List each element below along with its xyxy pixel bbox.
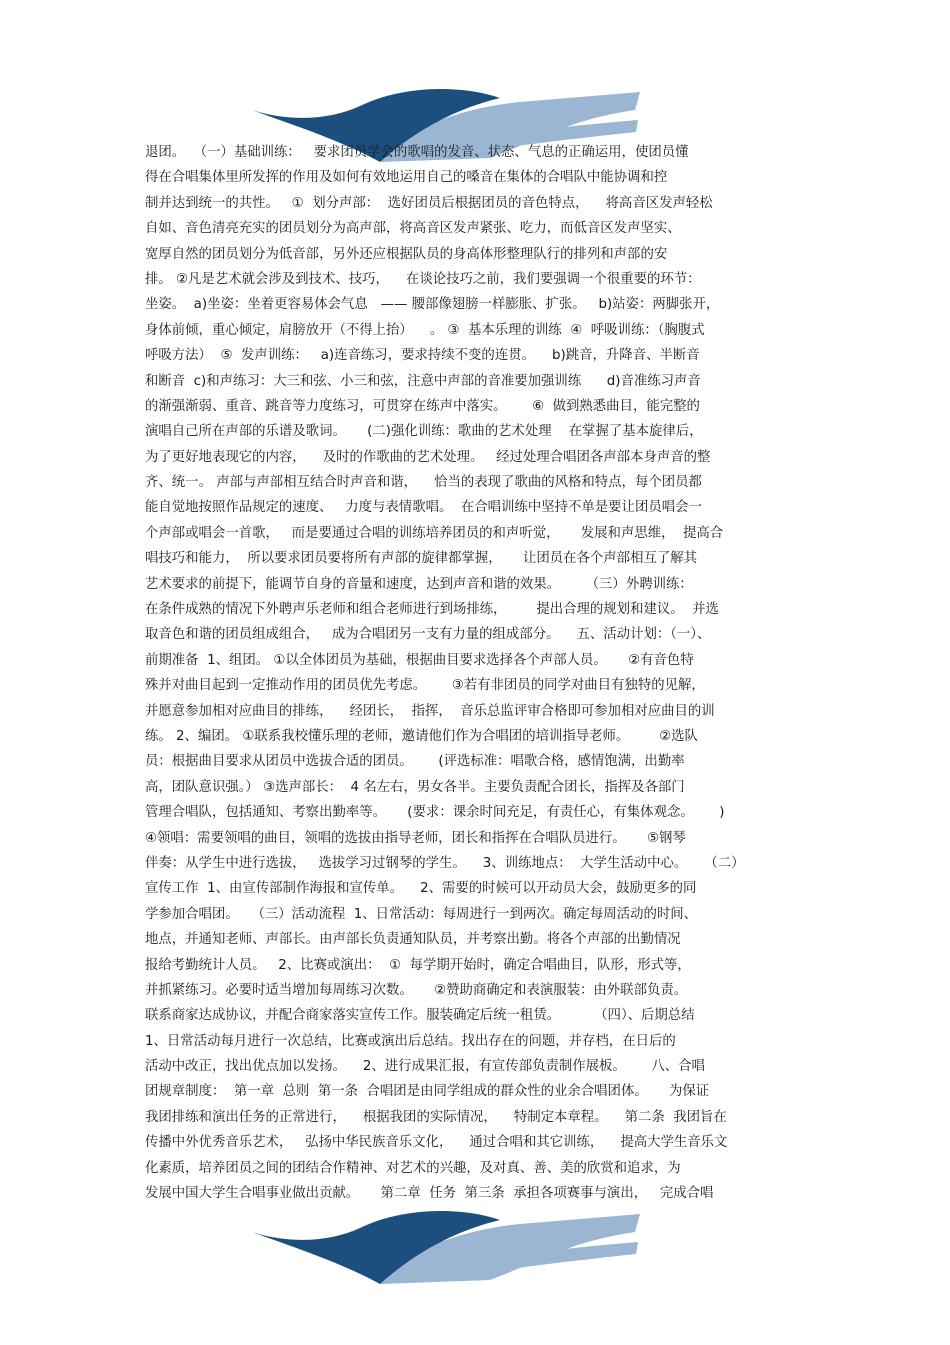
text-line: 我团排练和演出任务的正常进行， 根据我团的实际情况， 特制定本章程。 第二条 我团旨在 bbox=[145, 1109, 727, 1125]
text-line: 宽厚自然的团员划分为低音部，另外还应根据队员的身高体形整理队行的排列和声部的安 bbox=[145, 246, 668, 262]
text-line: 唱技巧和能力， 所以要求团员要将所有声部的旋律都掌握， 让团员在各个声部相互了解其 bbox=[145, 551, 698, 567]
text-line: 能自觉地按照作品规定的速度、 力度与表情歌唱。 在合唱训练中坚持不单是要让团员唱会一 bbox=[145, 500, 702, 516]
text-line: 化素质，培养团员之间的团结合作精神、对艺术的兴趣，及对真、善、美的欣赏和追求，为 bbox=[145, 1160, 681, 1176]
text-line: 发展中国大学生合唱事业做出贡献。 第二章 任务 第三条 承担各项赛事与演出， 完成合唱 bbox=[145, 1186, 714, 1202]
text-line: 团规章制度： 第一章 总则 第一条 合唱团是由同学组成的群众性的业余合唱团体。 为保证 bbox=[145, 1084, 710, 1100]
text-line: 为了更好地表现它的内容， 及时的作歌曲的艺术处理。 经过处理合唱团各声部本身声音的整 bbox=[145, 449, 711, 465]
footer-decoration bbox=[250, 1200, 640, 1290]
text-line: 坐姿。 a)坐姿：坐着更容易体会气息 —— 腰部像翅膀一样膨胀、扩张。 b)站姿：两脚张开， bbox=[145, 297, 720, 313]
text-line: 得在合唱集体里所发挥的作用及如何有效地运用自己的嗓音在集体的合唱队中能协调和控 bbox=[145, 170, 668, 186]
text-line: 前期准备 1、组团。 ①以全体团员为基础，根据曲目要求选择各个声部人员。 ②有音色特 bbox=[145, 652, 694, 668]
text-line: 管理合唱队，包括通知、考察出勤率等。 (要求：课余时间充足，有责任心，有集体观念。 ) bbox=[145, 805, 725, 821]
text-line: 练。 2、编团。 ①联系我校懂乐理的老师，邀请他们作为合唱团的培训指导老师。 ②选队 bbox=[145, 728, 698, 744]
text-line: 齐、统一。 声部与声部相互结合时声音和谐， 恰当的表现了歌曲的风格和特点，每个团员都 bbox=[145, 475, 702, 491]
text-line: 报给考勤统计人员。 2、比赛或演出： ① 每学期开始时，确定合唱曲目，队形，形式等， bbox=[145, 957, 691, 973]
text-line: 宣传工作 1、由宣传部制作海报和宣传单。 2、需要的时候可以开动员大会，鼓励更多的同 bbox=[145, 881, 697, 897]
text-line: 的渐强渐弱、重音、跳音等力度练习，可贯穿在练声中落实。 ⑥ 做到熟悉曲目，能完整的 bbox=[145, 398, 700, 414]
text-line: 殊并对曲目起到一定推动作用的团员优先考虑。 ③若有非团员的同学对曲目有独特的见解， bbox=[145, 678, 705, 694]
text-line: 取音色和谐的团员组成组合， 成为合唱团另一支有力量的组成部分。 五、活动计划：（一）、 bbox=[145, 627, 711, 643]
text-line: 1、日常活动每月进行一次总结，比赛或演出后总结。找出存在的问题，并存档，在日后的 bbox=[145, 1033, 676, 1049]
text-line: 自如、音色清亮充实的团员划分为高声部，将高音区发声紧张、吃力，而低音区发声坚实、 bbox=[145, 221, 681, 237]
text-line: 伴奏：从学生中进行选拔， 选拔学习过钢琴的学生。 3、训练地点： 大学生活动中心。 （二） bbox=[145, 855, 745, 871]
text-line: 个声部或唱会一首歌， 而是要通过合唱的训练培养团员的和声听觉， 发展和声思维， 提高合 bbox=[145, 525, 724, 541]
text-line: 制并达到统一的共性。 ① 划分声部： 选好团员后根据团员的音色特点， 将高音区发声轻松 bbox=[145, 195, 713, 211]
text-line: 演唱自己所在声部的乐谱及歌词。 (二)强化训练：歌曲的艺术处理 在掌握了基本旋律后， bbox=[145, 424, 703, 440]
text-line: 排。 ②凡是艺术就会涉及到技术、技巧， 在谈论技巧之前，我们要强调一个很重要的环节： bbox=[145, 271, 701, 287]
text-line: 地点，并通知老师、声部长。由声部长负责通知队员，并考察出勤。将各个声部的出勤情况 bbox=[145, 932, 681, 948]
text-line: 并愿意参加相对应曲目的排练， 经团长， 指挥， 音乐总监评审合格即可参加相对应曲目的训 bbox=[145, 703, 715, 719]
text-line: 呼吸方法） ⑤ 发声训练： a)连音练习，要求持续不变的连贯。 b)跳音，升降音、半断音 bbox=[145, 348, 700, 364]
text-line: 并抓紧练习。必要时适当增加每周练习次数。 ②赞助商确定和表演服装：由外联部负责。 bbox=[145, 982, 688, 998]
text-line: 在条件成熟的情况下外聘声乐老师和组合老师进行到场排练， 提出合理的规划和建议。 并选 bbox=[145, 602, 719, 618]
text-line: 艺术要求的前提下，能调节自身的音量和速度，达到声音和谐的效果。 （三）外聘训练： bbox=[145, 576, 693, 592]
document-body bbox=[145, 140, 810, 1206]
text-line: ④领唱：需要领唱的曲目，领唱的选拔由指导老师，团长和指挥在合唱队员进行。 ⑤钢琴 bbox=[145, 830, 686, 846]
text-line: 身体前倾，重心倾定，肩膀放开（不得上抬） 。 ③ 基本乐理的训练 ④ 呼吸训练：（胸腹式 bbox=[145, 322, 705, 338]
text-line: 联系商家达成协议，并配合商家落实宣传工作。服装确定后统一租赁。 （四）、后期总结 bbox=[145, 1008, 695, 1024]
text-line: 高，团队意识强。） ③选声部长： 4 名左右，男女各半。主要负责配合团长，指挥及各部门 bbox=[145, 779, 685, 795]
text-line: 学参加合唱团。 （三）活动流程 1、日常活动：每周进行一到两次。确定每周活动的时间、 bbox=[145, 906, 698, 922]
text-line: 和断音 c)和声练习：大三和弦、小三和弦，注意中声部的音准要加强训练 d)音准练习声音 bbox=[145, 373, 701, 389]
text-line: 员：根据曲目要求从团员中选拔合适的团员。 (评选标准：唱歌合格，感情饱满，出勤率 bbox=[145, 754, 685, 770]
text-line: 活动中改正，找出优点加以发扬。 2、进行成果汇报，有宣传部负责制作展板。 八、合唱 bbox=[145, 1059, 705, 1075]
text-line: 传播中外优秀音乐艺术， 弘扬中华民族音乐文化， 通过合唱和其它训练， 提高大学生音乐文 bbox=[145, 1135, 728, 1151]
text-line: 退团。 （一）基础训练： 要求团员学会的歌唱的发音、状态、气息的正确运用，使团员懂 bbox=[145, 145, 689, 160]
